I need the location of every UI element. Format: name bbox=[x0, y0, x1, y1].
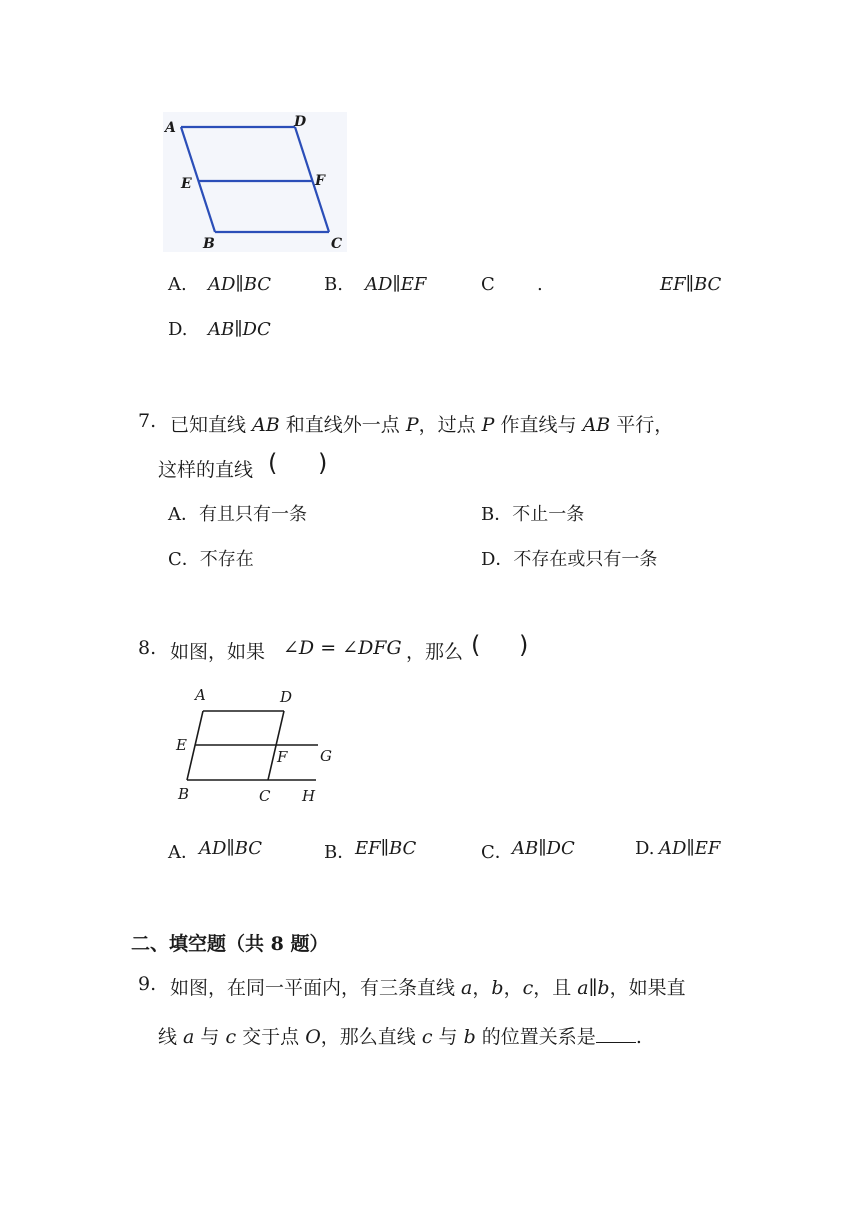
section-2-title: 二、填空题（共 8 题） bbox=[131, 933, 329, 955]
q8-option-b-text: EF∥BC bbox=[355, 838, 417, 859]
q7-option-c: C．不存在 bbox=[168, 549, 254, 570]
q9-line-2 bbox=[158, 1022, 642, 1049]
label-h: H bbox=[302, 787, 316, 805]
q8-paren-open: ( bbox=[471, 631, 481, 659]
figure-parallelogram-2 bbox=[170, 682, 340, 808]
label-g: G bbox=[320, 747, 332, 765]
q6-option-a-text: AD∥BC bbox=[208, 274, 272, 295]
q8-option-d-label: D. bbox=[635, 838, 655, 859]
q8-option-d-text: AD∥EF bbox=[659, 838, 721, 859]
label-e: E bbox=[181, 176, 192, 192]
q9-text: 与 bbox=[194, 1026, 226, 1048]
q6-option-c-dot: . bbox=[537, 274, 543, 295]
q8-option-a-label: A． bbox=[168, 842, 199, 863]
q8-math-angle: ∠D = ∠DFG bbox=[283, 637, 402, 659]
q6-option-b-text: AD∥EF bbox=[365, 274, 427, 295]
label-b: B bbox=[203, 236, 215, 252]
q9-text: ， bbox=[472, 977, 492, 999]
label-f: F bbox=[277, 748, 288, 766]
q7-text: 平行， bbox=[610, 414, 674, 436]
q9-math-c: c bbox=[421, 1026, 433, 1048]
q6-option-c-text: EF∥BC bbox=[660, 274, 722, 295]
q8-number: 8. bbox=[138, 637, 157, 659]
q9-math-a: a bbox=[183, 1026, 195, 1048]
q9-text: ，如果直 bbox=[609, 977, 686, 999]
label-d: D bbox=[280, 688, 293, 706]
q9-math-a: a bbox=[461, 977, 473, 999]
q9-math-c: c bbox=[522, 977, 534, 999]
label-f: F bbox=[315, 173, 325, 189]
q9-math-b: b bbox=[463, 1026, 476, 1048]
q9-number: 9. bbox=[138, 973, 157, 995]
q9-text: 交于点 bbox=[236, 1026, 306, 1048]
q6-option-d-label: D. bbox=[168, 319, 188, 340]
q8-option-c-label: C． bbox=[481, 842, 513, 863]
label-b: B bbox=[178, 785, 190, 803]
q9-text: ，那么直线 bbox=[320, 1026, 422, 1048]
q7-option-d: D．不存在或只有一条 bbox=[481, 549, 658, 570]
q9-math-c: c bbox=[225, 1026, 237, 1048]
q9-text: ，且 bbox=[533, 977, 578, 999]
q6-option-b-label: B. bbox=[324, 274, 343, 295]
label-e: E bbox=[176, 736, 187, 754]
q7-paren-close: ) bbox=[318, 449, 328, 477]
q9-math-b: b bbox=[491, 977, 504, 999]
q7-math-ab: AB bbox=[582, 414, 611, 436]
q9-math-o: O bbox=[305, 1026, 321, 1048]
q7-line-1 bbox=[170, 410, 673, 437]
q9-text: 线 bbox=[158, 1026, 184, 1048]
q7-math-p: P bbox=[481, 414, 495, 436]
label-d: D bbox=[294, 114, 307, 130]
q9-text: ， bbox=[503, 977, 523, 999]
label-a: A bbox=[195, 686, 206, 704]
q8-option-c-text: AB∥DC bbox=[512, 838, 575, 859]
q6-option-a-label: A. bbox=[168, 274, 187, 295]
q7-text: 已知直线 bbox=[170, 414, 253, 436]
q7-text: ，过点 bbox=[418, 414, 482, 436]
q7-text: 和直线外一点 bbox=[279, 414, 406, 436]
q6-option-c-label: C bbox=[481, 274, 495, 295]
q8-paren-close: ) bbox=[519, 631, 529, 659]
q9-line-1 bbox=[170, 973, 686, 1000]
q8-text-post: ，那么 bbox=[406, 641, 464, 663]
q9-math-a-parallel-b: a∥b bbox=[577, 977, 610, 999]
q7-line-2: 这样的直线 bbox=[158, 459, 254, 481]
q9-answer-blank[interactable] bbox=[596, 1024, 636, 1043]
q7-option-b: B．不止一条 bbox=[481, 504, 585, 525]
q7-paren-open: ( bbox=[268, 449, 278, 477]
q9-text: 与 bbox=[432, 1026, 464, 1048]
q8-option-b-label: B． bbox=[324, 842, 356, 863]
label-c: C bbox=[259, 787, 271, 805]
q8-text-pre: 如图，如果 bbox=[170, 641, 266, 663]
q7-math-p: P bbox=[405, 414, 419, 436]
q8-option-a-text: AD∥BC bbox=[199, 838, 263, 859]
q6-option-d-text: AB∥DC bbox=[208, 319, 271, 340]
q9-text: 如图，在同一平面内，有三条直线 bbox=[170, 977, 462, 999]
q7-number: 7. bbox=[138, 410, 157, 432]
figure-parallelogram-1 bbox=[155, 108, 355, 256]
q9-text: 的位置关系是 bbox=[475, 1026, 596, 1048]
q7-text: 作直线与 bbox=[494, 414, 583, 436]
label-c: C bbox=[331, 236, 343, 252]
label-a: A bbox=[165, 120, 176, 136]
q9-end: . bbox=[635, 1026, 642, 1048]
q7-math-ab: AB bbox=[252, 414, 280, 436]
q7-option-a: A．有且只有一条 bbox=[168, 504, 307, 525]
